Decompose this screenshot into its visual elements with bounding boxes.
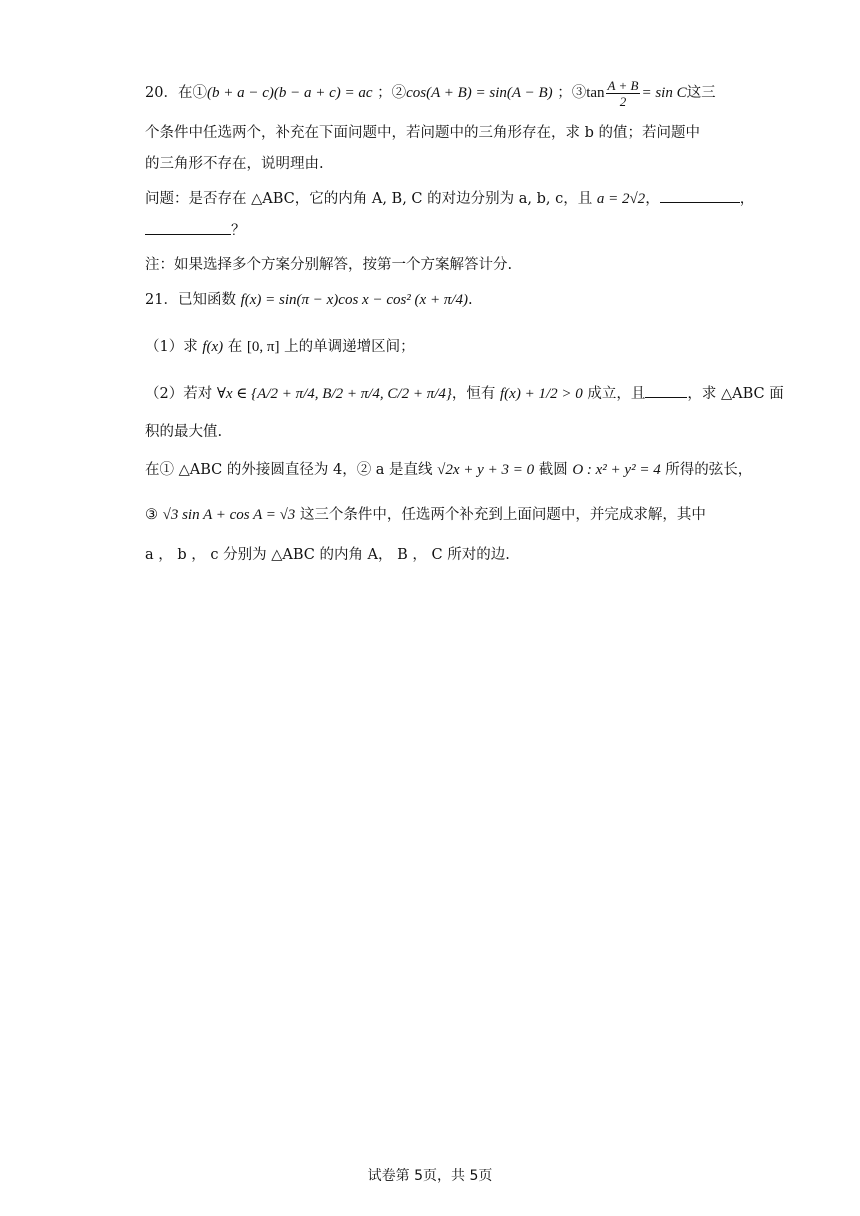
q20-condition-1: (b + a − c)(b − a + c) = ac [206,84,373,101]
q21-part2-cont: 积的最大值. [145,424,223,440]
condition-text: ③ [145,507,163,523]
question-mark: ？ [231,223,246,239]
q21-conditions-line3: a ， b ， c 分别为 △ABC 的内角 A， B ， C 所对的边. [145,547,510,563]
answer-blank-2[interactable] [145,220,231,235]
fraction-denominator: 2 [619,94,627,109]
q20-line4 [145,188,755,209]
q21-intro: 已知函数 [177,292,241,308]
inequality: f(x) + 1/2 > 0 [500,386,583,402]
q20-condition-2: cos(A + B) = sin(A − B) [406,84,553,101]
part1-text: 上的单调递增区间； [279,339,415,355]
q20-line5 [145,220,715,241]
q20-condition-3 [586,78,687,109]
q21-line1 [145,290,715,310]
fraction [606,78,641,109]
q21-conditions-line2 [145,505,715,525]
q20-problem-text: 问题：是否存在 △ABC，它的内角 A, B, C 的对边分别为 a, b, c，且 [145,191,597,207]
line-equation: √2x + y + 3 = 0 [437,462,535,478]
q20-line2: 个条件中任选两个，补充在下面问题中，若问题中的三角形存在，求 b 的值；若问题中 [145,125,700,141]
circle-equation: O : x² + y² = 4 [572,462,661,478]
q21-conditions-line1 [145,460,753,480]
q20-line1 [145,78,715,109]
angle-set: ∀x ∈ {A/2 + π/4, B/2 + π/4, C/2 + π/4} [216,386,452,402]
q20-separator: ；② [372,84,407,101]
page-footer: 试卷第 5页，共 5页 [367,1168,493,1184]
condition-text: 在① △ABC 的外接圆直径为 4，② a 是直线 [145,462,438,478]
q21-number: 21． [145,292,178,308]
side-a-value: a = 2√2 [596,191,646,207]
function-definition: f(x) = sin(π − x)cos x − cos² (x + π/4) [240,292,469,308]
function-fx: f(x) [202,339,224,355]
condition-text: 这三个条件中，任选两个补充到上面问题中，并完成求解，其中 [295,507,706,523]
sin-c: = sin C [641,84,687,101]
part1-label: （1）求 [145,339,203,355]
period: . [468,292,473,308]
q21-part1 [145,337,715,357]
tan-label: tan [586,84,605,101]
q20-note: 注：如果选择多个方案分别解答，按第一个方案解答计分. [145,257,513,273]
part2-text: ，恒有 [451,386,501,402]
part2-label: （2）若对 [145,386,217,402]
q20-number: 20． [145,84,178,101]
q20-text: 这三 [686,84,716,101]
condition-text: 所得的弦长， [660,462,753,478]
part2-text: ，求 △ABC 面 [687,386,784,402]
fraction-numerator: A + B [607,78,639,93]
comma: ， [739,191,755,207]
q20-line3: 的三角形不存在，说明理由. [145,156,324,172]
answer-blank-3[interactable] [645,383,687,398]
q20-text: 在① [177,84,207,101]
part2-text: 成立，且 [582,386,646,402]
condition-text: 截圆 [534,462,573,478]
comma: ， [645,191,660,207]
trig-equation: √3 sin A + cos A = √3 [162,507,296,523]
part1-text: 在 [223,339,247,355]
answer-blank-1[interactable] [660,188,740,203]
interval: [0, π] [246,339,280,355]
q21-part2 [145,383,784,404]
q20-separator: ；③ [552,84,587,101]
